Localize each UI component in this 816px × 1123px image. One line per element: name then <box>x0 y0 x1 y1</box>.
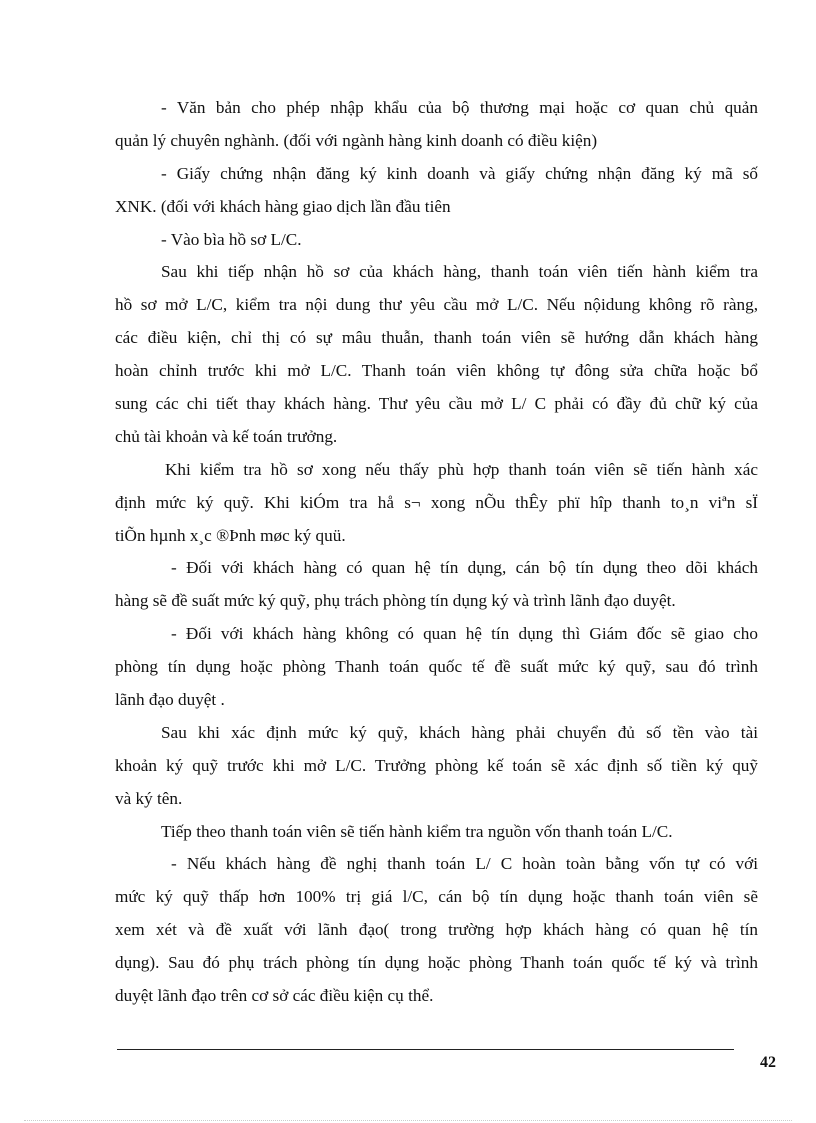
footer-divider <box>117 1049 734 1050</box>
text-line: các điều kiện, chỉ thị có sự mâu thuẫn, thanh toán viên sẽ hướng dẫn khách hàng <box>115 328 758 348</box>
text-line: định mức ký quỹ. Khi kiÓm tra hå s¬ xong nÕu thÊy phï hîp thanh to¸n viªn sÏ <box>115 492 758 512</box>
text-line: - Vào bìa hồ sơ L/C. <box>161 229 302 249</box>
text-line: duyệt lãnh đạo trên cơ sở các điều kiện cụ thể. <box>115 986 434 1006</box>
text-line: Tiếp theo thanh toán viên sẽ tiến hành kiểm tra nguồn vốn thanh toán L/C. <box>161 821 673 841</box>
text-line: - Đối với khách hàng có quan hệ tín dụng, cán bộ tín dụng theo dõi khách <box>171 558 758 578</box>
text-line: khoản ký quỹ trước khi mở L/C. Trưởng phòng kế toán sẽ xác định số tiền ký quỹ <box>115 755 758 775</box>
text-line: sung các chi tiết thay khách hàng. Thư yêu cầu mở L/ C phải có đầy đủ chữ ký của <box>115 394 758 414</box>
body-text <box>115 92 758 1013</box>
text-line: hoàn chỉnh trước khi mở L/C. Thanh toán viên không tự đông sửa chữa hoặc bổ <box>115 361 758 381</box>
text-line: Sau khi xác định mức ký quỹ, khách hàng phải chuyển đủ số tền vào tài <box>161 722 758 742</box>
text-line: quản lý chuyên nghành. (đối với ngành hàng kinh doanh có điều kiện) <box>115 130 598 150</box>
text-line: xem xét và đề xuất với lãnh đạo( trong trường hợp khách hàng có quan hệ tín <box>115 920 758 940</box>
text-line: dụng). Sau đó phụ trách phòng tín dụng hoặc phòng Thanh toán quốc tế ký và trình <box>115 953 758 973</box>
page-number: 42 <box>760 1054 776 1071</box>
text-line: và ký tên. <box>115 788 183 808</box>
text-line: Sau khi tiếp nhận hồ sơ của khách hàng, thanh toán viên tiến hành kiểm tra <box>161 262 758 282</box>
text-line: chủ tài khoản và kế toán trưởng. <box>115 426 338 446</box>
text-line: tiÕn hµnh x¸c ®Þnh møc ký quü. <box>115 525 346 545</box>
text-line: - Nếu khách hàng đề nghị thanh toán L/ C hoàn toàn bằng vốn tự có với <box>171 854 758 874</box>
text-line: XNK. (đối với khách hàng giao dịch lần đầu tiên <box>115 196 451 216</box>
text-line: Khi kiểm tra hồ sơ xong nếu thấy phù hợp thanh toán viên sẽ tiến hành xác <box>165 459 758 479</box>
text-line: hồ sơ mở L/C, kiểm tra nội dung thư yêu cầu mở L/C. Nếu nộidung không rõ ràng, <box>115 295 758 315</box>
text-line: hàng sẽ đề suất mức ký quỹ, phụ trách phòng tín dụng ký và trình lãnh đạo duyệt. <box>115 591 676 611</box>
page-bottom-edge <box>24 1120 792 1121</box>
text-line: lãnh đạo duyệt . <box>115 690 225 710</box>
text-line: - Giấy chứng nhận đăng ký kinh doanh và giấy chứng nhận đăng ký mã số <box>161 163 758 183</box>
text-line: - Đối với khách hàng không có quan hệ tín dụng thì Giám đốc sẽ giao cho <box>171 624 758 644</box>
text-line: - Văn bản cho phép nhập khẩu của bộ thương mại hoặc cơ quan chủ quản <box>161 98 758 117</box>
text-line: mức ký quỹ thấp hơn 100% trị giá l/C, cán bộ tín dụng hoặc thanh toán viên sẽ <box>115 887 758 907</box>
text-line: phòng tín dụng hoặc phòng Thanh toán quốc tế đề suất mức ký quỹ, sau đó trình <box>115 657 758 677</box>
